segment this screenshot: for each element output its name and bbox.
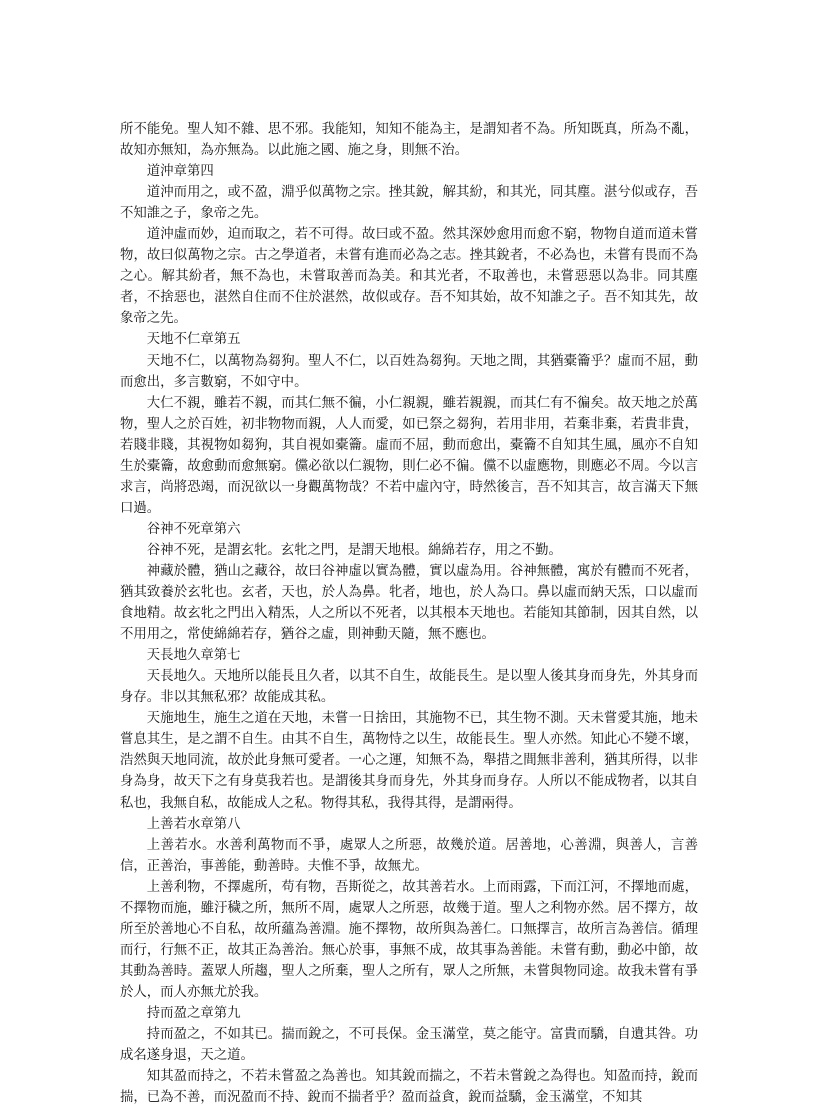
chapter-4-text: 道沖而用之，或不盈，淵乎似萬物之宗。挫其銳，解其紛，和其光，同其塵。湛兮似或存，吾不知誰之子，象帝之先。	[120, 185, 698, 222]
chapter-6-text: 谷神不死，是謂玄牝。玄牝之門，是謂天地根。綿綿若存，用之不勤。	[146, 542, 562, 558]
chapter-heading-4: 道沖章第四	[146, 164, 214, 180]
paragraph-continued: 所不能免。聖人知不雜、思不邪。我能知，知知不能為主，是謂知者不為。所知既真，所為不亂，故知亦無知，為亦無為。以此施之國、施之身，則無不治。	[120, 122, 698, 159]
chapter-5-commentary: 大仁不親，雖若不親，而其仁無不徧，小仁親親，雖若親親，而其仁有不徧矣。故天地之於萬物，聖人之於百姓，初非物物而親，人人而愛，如已祭之芻狗，若用非用，若棄非棄，若貴非貴，若賤非賤，其視物如芻狗，其自視如橐籥。虛而不屈，動而愈出，橐籥不自知其生風，風亦不自知生於橐籥，故愈動而愈無窮。儻必欲以仁親物，則仁必不徧。儻不以虛應物，則應必不周。今以言求言，尚將恐竭，而況欲以一身觀萬物哉？不若中虛內守，時然後言，吾不知其言，故言滿天下無口過。	[120, 395, 698, 516]
chapter-heading-9: 持而盈之章第九	[146, 1005, 241, 1021]
chapter-5-text: 天地不仁，以萬物為芻狗。聖人不仁，以百姓為芻狗。天地之間，其猶橐籥乎？虛而不屈，動而愈出，多言數窮，不如守中。	[120, 353, 698, 390]
chapter-heading-7: 天長地久章第七	[146, 648, 241, 664]
chapter-heading-6: 谷神不死章第六	[146, 521, 241, 537]
chapter-heading-5: 天地不仁章第五	[146, 332, 241, 348]
document-page	[120, 119, 698, 1108]
chapter-heading-8: 上善若水章第八	[146, 816, 241, 832]
chapter-9-text: 持而盈之，不如其已。揣而銳之，不可長保。金玉滿堂，莫之能守。富貴而驕，自遺其咎。功成名遂身退，天之道。	[120, 1027, 698, 1064]
chapter-7-text: 天長地久。天地所以能長且久者，以其不自生，故能長生。是以聖人後其身而身先，外其身而身存。非以其無私邪？故能成其私。	[120, 669, 698, 706]
chapter-8-text: 上善若水。水善利萬物而不爭，處眾人之所惡，故幾於道。居善地，心善淵，與善人，言善信，正善治，事善能，動善時。夫惟不爭，故無尤。	[120, 837, 698, 874]
chapter-6-commentary: 神藏於體，猶山之藏谷，故曰谷神虛以實為體，實以虛為用。谷神無體，寓於有體而不死者，猶其致養於玄牝也。玄者，天也，於人為鼻。牝者，地也，於人為口。鼻以虛而納天炁，口以虛而食地精。故玄牝之門出入精炁，人之所以不死者，以其根本天地也。若能知其節制，因其自然，以不用用之，常使綿綿若存，猶谷之虛，則神動天隨，無不應也。	[120, 563, 698, 643]
chapter-4-commentary: 道沖虛而妙，迫而取之，若不可得。故曰或不盈。然其深妙愈用而愈不窮，物物自道而道未嘗物，故曰似萬物之宗。古之學道者，未嘗有進而必為之志。挫其銳者，不必為也，未嘗有畏而不為之心。解其紛者，無不為也，未嘗取善而為美。和其光者，不取善也，未嘗惡惡以為非。同其塵者，不捨惡也，湛然自住而不住於湛然，故似或存。吾不知其始，故不知誰之子。吾不知其先，故象帝之先。	[120, 227, 698, 327]
chapter-8-commentary: 上善利物，不擇處所，苟有物，吾斯從之，故其善若水。上而雨露，下而江河，不擇地而處，不擇物而施，雖汙穢之所，無所不周，處眾人之所惡，故幾于道。聖人之利物亦然。居不擇方，故所至於善地心不自私，故所蘊為善淵。施不擇物，故所與為善仁。口無擇言，故所言為善信。循理而行，行無不正，故其正為善治。無心於事，事無不成，故其事為善能。未嘗有動，動必中節，故其動為善時。蓋眾人所趨，聖人之所棄，聖人之所有，眾人之所無，未嘗與物同途。故我未嘗有爭於人，而人亦無尤於我。	[120, 879, 698, 1000]
chapter-9-commentary: 知其盈而持之，不若未嘗盈之為善也。知其銳而揣之，不若未嘗銳之為得也。知盈而持，銳而揣，已為不善，而況盈而不持、銳而不揣者乎？盈而益貪，銳而益驕，金玉滿堂，不知其	[120, 1069, 698, 1106]
chapter-7-commentary: 天施地生，施生之道在天地，未嘗一日捨田，其施物不已，其生物不測。天未嘗愛其施，地未嘗息其生，是之謂不自生。由其不自生，萬物恃之以生，故能長生。聖人亦然。知此心不變不壞，浩然與天地同流，故於此身無可愛者。一心之運，知無不為，舉措之間無非善利，猶其所得，以非身為身，故天下之有身莫我若也。是謂後其身而身先，外其身而身存。人所以不能成物者，以其自私也，我無自私，故能成人之私。物得其私，我得其得，是謂兩得。	[120, 711, 698, 811]
